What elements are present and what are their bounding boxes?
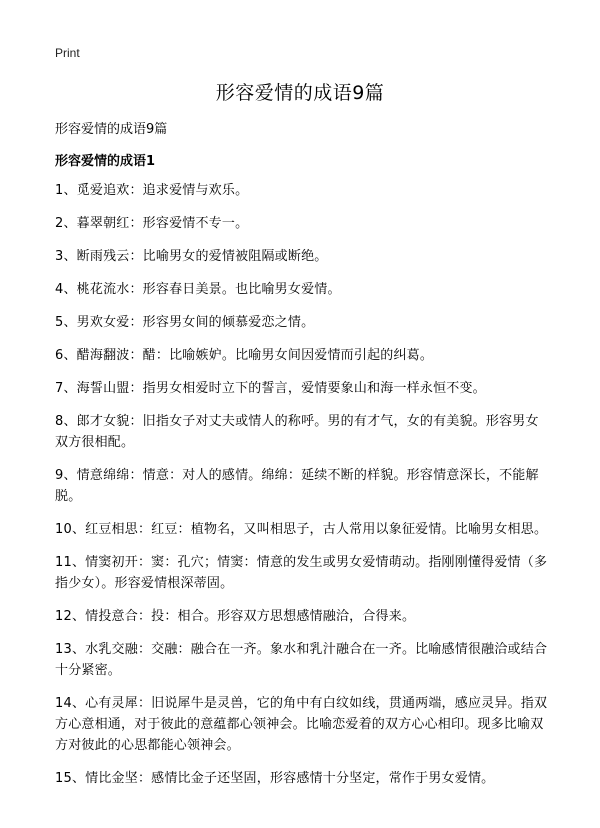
list-item: 5、男欢女爱：形容男女间的倾慕爱恋之情。	[55, 315, 315, 330]
list-item: 7、海誓山盟：指男女相爱时立下的誓言，爱情要象山和海一样永恒不变。	[55, 381, 486, 396]
list-item: 3、断雨残云：比喻男女的爱情被阻隔或断绝。	[55, 249, 328, 264]
list-item: 12、情投意合：投：相合。形容双方思想感情融洽，合得来。	[55, 609, 416, 624]
list-item: 9、情意绵绵：情意：对人的感情。绵绵：延续不断的样貌。形容情意深长，不能解脱。	[55, 468, 539, 504]
document-subtitle: 形容爱情的成语9篇	[55, 122, 168, 137]
list-item: 4、桃花流水：形容春日美景。也比喻男女爱情。	[55, 282, 341, 297]
list-item: 11、情窦初开：窦：孔穴；情窦：情意的发生或男女爱情萌动。指刚刚懂得爱情（多指少女）。形容爱情根深蒂固。	[55, 555, 548, 591]
idiom-list	[55, 180, 550, 801]
page-title: 形容爱情的成语9篇	[215, 82, 385, 104]
print-label: Print	[55, 46, 80, 60]
list-item: 2、暮翠朝红：形容爱情不专一。	[55, 216, 249, 231]
list-item: 10、红豆相思：红豆：植物名，又叫相思子，古人常用以象征爱情。比喻男女相思。	[55, 522, 548, 537]
list-item: 6、醋海翻波：醋：比喻嫉妒。比喻男女间因爱情而引起的纠葛。	[55, 348, 434, 363]
list-item: 1、觅爱追欢：追求爱情与欢乐。	[55, 183, 249, 198]
section-heading: 形容爱情的成语1	[55, 154, 156, 169]
list-item: 15、情比金坚：感情比金子还坚固，形容感情十分坚定，常作于男女爱情。	[55, 771, 495, 786]
list-item: 14、心有灵犀：旧说犀牛是灵兽，它的角中有白纹如线，贯通两端，感应灵异。指双方心意相通，对于彼此的意蕴都心领神会。比喻恋爱着的双方心心相印。现多比喻双方对彼此的心思都能心领神会。	[55, 696, 548, 753]
list-item: 8、郎才女貌：旧指女子对丈夫或情人的称呼。男的有才气，女的有美貌。形容男女双方很相配。	[55, 414, 539, 450]
list-item: 13、水乳交融：交融：融合在一齐。象水和乳汁融合在一齐。比喻感情很融洽或结合十分紧密。	[55, 642, 548, 678]
